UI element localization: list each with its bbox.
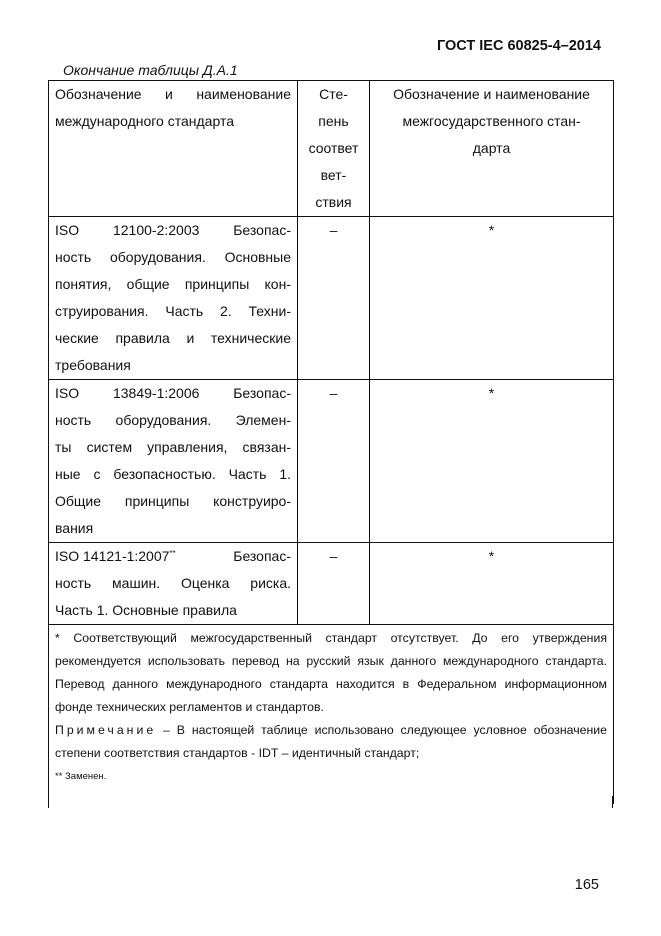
header-degree: Сте- пень соответ вет- ствия bbox=[298, 81, 370, 217]
tick-right bbox=[612, 796, 613, 808]
table-header-row bbox=[49, 81, 614, 217]
intl-standard-cell: ISO 12100-2:2003 Безопас- ность оборудования. Основные понятия, общие принципы кон- струирования. Часть 2. Техни- ческие правила и технические требования bbox=[49, 217, 298, 380]
interstate-standard-cell: * bbox=[370, 543, 614, 625]
tick-left bbox=[48, 796, 49, 808]
table-row bbox=[49, 380, 614, 543]
interstate-standard-cell: * bbox=[370, 380, 614, 543]
degree-cell: – bbox=[298, 380, 370, 543]
note: Примечание – В настоящей таблице использовано следующее условное обозначение степени соответствия стандартов - IDT – идентичный стандарт; bbox=[55, 723, 607, 760]
document-header: ГОСТ IEC 60825-4–2014 bbox=[436, 38, 601, 54]
table-row bbox=[49, 543, 614, 625]
intl-standard-cell: ISO 14121-1:2007** Безопас- ность машин. Оценка риска. Часть 1. Основные правила bbox=[49, 543, 298, 625]
page-number: 165 bbox=[574, 877, 599, 893]
footnote-replaced: ** Заменен. bbox=[55, 771, 107, 782]
footnote-star: * Соответствующий межгосударственный стандарт отсутствует. До его утверждения рекомендуется использовать перевод на русский язык данного международного стандарта. Перевод данного международного стандарта находится в Федеральном информационном фонде технических регламентов и стандартов. bbox=[55, 631, 607, 714]
table-caption: Окончание таблицы Д.А.1 bbox=[63, 62, 238, 78]
degree-cell: – bbox=[298, 217, 370, 380]
table-notes bbox=[49, 625, 614, 805]
degree-cell: – bbox=[298, 543, 370, 625]
table-bottom-ticks bbox=[48, 796, 613, 808]
footnote-mark: ** bbox=[169, 549, 176, 558]
interstate-standard-cell: * bbox=[370, 217, 614, 380]
intl-standard-cell: ISO 13849-1:2006 Безопас- ность оборудования. Элемен- ты систем управления, связан- ные с безопасностью. Часть 1. Общие принципы конструиро- вания bbox=[49, 380, 298, 543]
header-interstate-standard: Обозначение и наименование межгосударственного стан- дарта bbox=[370, 81, 614, 217]
table-notes-row bbox=[49, 625, 614, 805]
table-row bbox=[49, 217, 614, 380]
standards-table bbox=[48, 80, 613, 804]
header-intl-standard: Обозначение и наименование международного стандарта bbox=[49, 81, 298, 217]
